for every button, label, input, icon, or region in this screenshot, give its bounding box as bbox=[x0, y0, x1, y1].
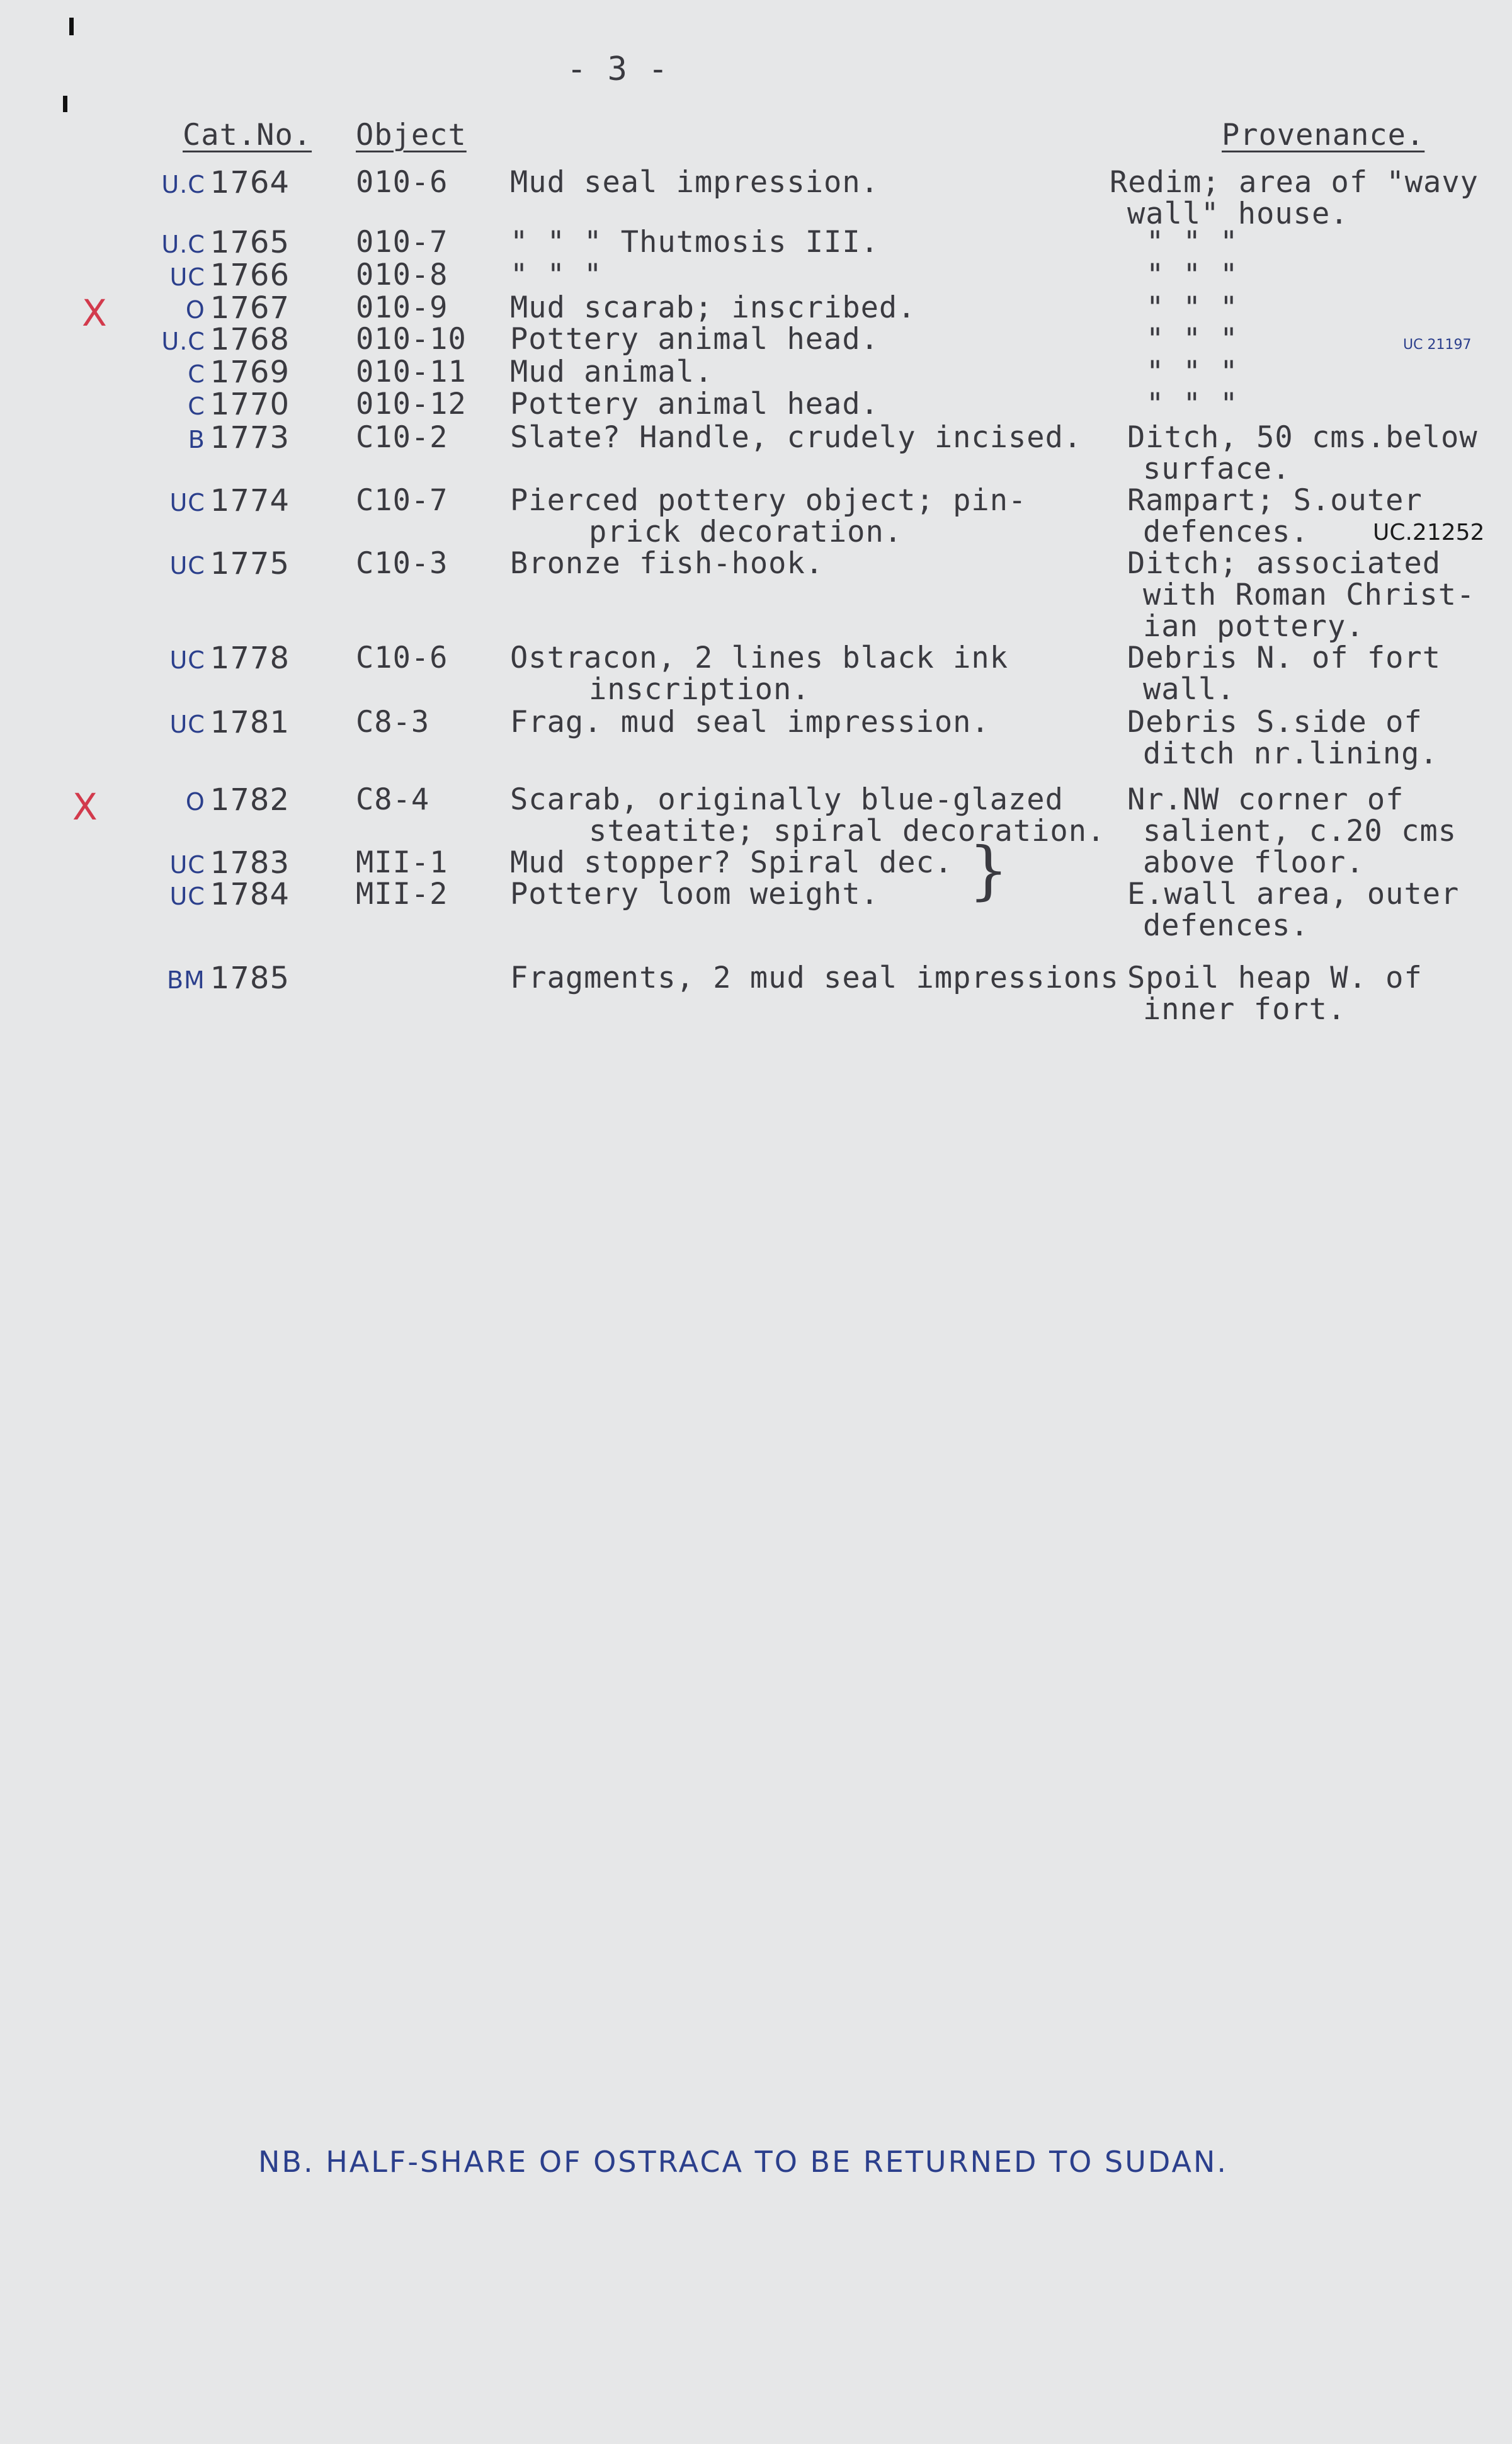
cat-number-cell bbox=[0, 292, 290, 326]
cat-number-cell bbox=[0, 548, 290, 581]
provenance-line: Redim; area of "wavy bbox=[1110, 165, 1479, 200]
cat-annotation: UC bbox=[169, 646, 205, 674]
description-line: inscription. bbox=[589, 672, 810, 707]
provenance-line: wall" house. bbox=[1127, 197, 1349, 231]
provenance-line: above floor. bbox=[1143, 845, 1365, 880]
header-provenance: Provenance. bbox=[1222, 118, 1425, 152]
description-line: " " " bbox=[510, 258, 603, 292]
cat-annotation: O bbox=[185, 788, 205, 816]
cat-annotation: UC bbox=[169, 882, 205, 910]
cat-number: 1764 bbox=[210, 165, 290, 200]
provenance-line: defences. bbox=[1143, 908, 1309, 943]
cat-number: 1782 bbox=[210, 782, 290, 818]
cat-number-cell bbox=[0, 389, 290, 422]
description-line: Mud scarab; inscribed. bbox=[510, 290, 916, 325]
description-line: Pierced pottery object; pin- bbox=[510, 483, 1027, 518]
object-code: 010-11 bbox=[356, 355, 467, 389]
provenance-line: Debris S.side of bbox=[1127, 705, 1423, 739]
cat-number-cell bbox=[0, 167, 290, 200]
cat-annotation: B bbox=[188, 426, 205, 454]
red-x-mark: X bbox=[82, 292, 107, 334]
provenance-line: inner fort. bbox=[1143, 992, 1346, 1027]
cat-annotation: O bbox=[185, 296, 205, 324]
cat-annotation: C bbox=[188, 392, 205, 420]
cat-number-cell bbox=[0, 260, 290, 293]
object-code: C10-7 bbox=[356, 483, 448, 518]
description-line: prick decoration. bbox=[589, 515, 903, 549]
provenance-line: Ditch, 50 cms.below bbox=[1127, 420, 1478, 455]
cat-number-cell bbox=[0, 642, 290, 676]
margin-note-uc-21252: UC.21252 bbox=[1373, 520, 1485, 545]
provenance-line: Rampart; S.outer bbox=[1127, 483, 1423, 518]
page-number: - 3 - bbox=[567, 50, 669, 88]
provenance-line: ditch nr.lining. bbox=[1143, 736, 1438, 771]
provenance-line: " " " bbox=[1146, 387, 1239, 421]
description-line: Pottery loom weight. bbox=[510, 877, 879, 911]
description-line: Pottery animal head. bbox=[510, 387, 879, 421]
cat-annotation: UC bbox=[169, 711, 205, 738]
cat-annotation: C bbox=[188, 360, 205, 388]
object-code: 010-8 bbox=[356, 258, 448, 292]
provenance-line: defences. bbox=[1143, 515, 1309, 549]
cat-annotation: UC bbox=[169, 552, 205, 580]
cat-number: 1785 bbox=[210, 961, 290, 996]
cat-annotation: U.C bbox=[161, 231, 205, 258]
provenance-line: ian pottery. bbox=[1143, 609, 1365, 644]
description-line: Bronze fish-hook. bbox=[510, 546, 824, 581]
cat-number: 1766 bbox=[210, 258, 290, 293]
provenance-line: Nr.NW corner of bbox=[1127, 782, 1404, 817]
provenance-line: Debris N. of fort bbox=[1127, 641, 1441, 675]
cat-annotation: UC bbox=[169, 851, 205, 879]
bracket-brace: } bbox=[969, 833, 1009, 907]
cat-annotation: BM bbox=[166, 966, 205, 994]
provenance-line: salient, c.20 cms bbox=[1143, 814, 1457, 848]
provenance-line: with Roman Christ- bbox=[1143, 578, 1475, 612]
provenance-line: " " " bbox=[1146, 290, 1239, 325]
cat-number-cell bbox=[0, 847, 290, 881]
punch-mark bbox=[69, 18, 74, 35]
provenance-line: " " " bbox=[1146, 322, 1239, 357]
cat-annotation: U.C bbox=[161, 171, 205, 198]
description-line: Mud animal. bbox=[510, 355, 713, 389]
provenance-line: " " " bbox=[1146, 355, 1239, 389]
object-code: 010-12 bbox=[356, 387, 467, 421]
object-code: C10-3 bbox=[356, 546, 448, 581]
header-cat-no: Cat.No. bbox=[183, 118, 312, 152]
object-code: C8-3 bbox=[356, 705, 430, 739]
cat-annotation: U.C bbox=[161, 328, 205, 355]
provenance-line: wall. bbox=[1143, 672, 1236, 707]
provenance-line: " " " bbox=[1146, 258, 1239, 292]
cat-annotation: UC bbox=[169, 263, 205, 291]
object-code: 010-6 bbox=[356, 165, 448, 200]
cat-number: 1765 bbox=[210, 225, 290, 260]
description-line: Scarab, originally blue-glazed bbox=[510, 782, 1064, 817]
description-line: Ostracon, 2 lines black ink bbox=[510, 641, 1009, 675]
provenance-line: Ditch; associated bbox=[1127, 546, 1441, 581]
punch-mark bbox=[63, 96, 67, 112]
cat-number: 1767 bbox=[210, 290, 290, 326]
cat-number: 1773 bbox=[210, 420, 290, 455]
provenance-line: E.wall area, outer bbox=[1127, 877, 1460, 911]
description-line: Slate? Handle, crudely incised. bbox=[510, 420, 1083, 455]
description-line: " " " Thutmosis III. bbox=[510, 225, 879, 260]
cat-number-cell bbox=[0, 879, 290, 912]
cat-number-cell bbox=[0, 485, 290, 518]
provenance-line: surface. bbox=[1143, 452, 1291, 486]
red-x-mark: X bbox=[72, 785, 98, 828]
cat-number: 1783 bbox=[210, 845, 290, 881]
cat-number: 1768 bbox=[210, 322, 290, 357]
cat-number-cell bbox=[0, 324, 290, 357]
cat-number: 1770 bbox=[210, 387, 290, 422]
cat-number: 1775 bbox=[210, 546, 290, 581]
cat-number-cell bbox=[0, 707, 290, 740]
cat-number-cell bbox=[0, 962, 290, 996]
object-code: C8-4 bbox=[356, 782, 430, 817]
description-line: Fragments, 2 mud seal impressions bbox=[510, 961, 1119, 995]
description-line: Pottery animal head. bbox=[510, 322, 879, 357]
cat-number-cell bbox=[0, 422, 290, 455]
description-line: Mud stopper? Spiral dec. bbox=[510, 845, 953, 880]
object-code: C10-2 bbox=[356, 420, 448, 455]
footer-note: NB. HALF-SHARE OF OSTRACA TO BE RETURNED TO SUDAN. bbox=[258, 2145, 1228, 2179]
provenance-line: Spoil heap W. of bbox=[1127, 961, 1423, 995]
cat-number: 1784 bbox=[210, 877, 290, 912]
description-line: steatite; spiral decoration. bbox=[589, 814, 1106, 848]
object-code: 010-9 bbox=[356, 290, 448, 325]
cat-annotation: UC bbox=[169, 489, 205, 517]
description-line: Frag. mud seal impression. bbox=[510, 705, 990, 739]
object-code: 010-10 bbox=[356, 322, 467, 357]
header-object: Object bbox=[356, 118, 467, 152]
cat-number: 1769 bbox=[210, 355, 290, 390]
cat-number-cell bbox=[0, 357, 290, 390]
object-code: 010-7 bbox=[356, 225, 448, 260]
object-code: MII-2 bbox=[356, 877, 448, 911]
cat-number: 1778 bbox=[210, 641, 290, 676]
provenance-line: " " " bbox=[1146, 225, 1239, 260]
cat-number: 1774 bbox=[210, 483, 290, 518]
object-code: C10-6 bbox=[356, 641, 448, 675]
cat-number-cell bbox=[0, 227, 290, 260]
cat-number: 1781 bbox=[210, 705, 290, 740]
object-code: MII-1 bbox=[356, 845, 448, 880]
margin-note-uc-21197: UC 21197 bbox=[1403, 337, 1472, 353]
description-line: Mud seal impression. bbox=[510, 165, 879, 200]
cat-number-cell bbox=[0, 784, 290, 818]
